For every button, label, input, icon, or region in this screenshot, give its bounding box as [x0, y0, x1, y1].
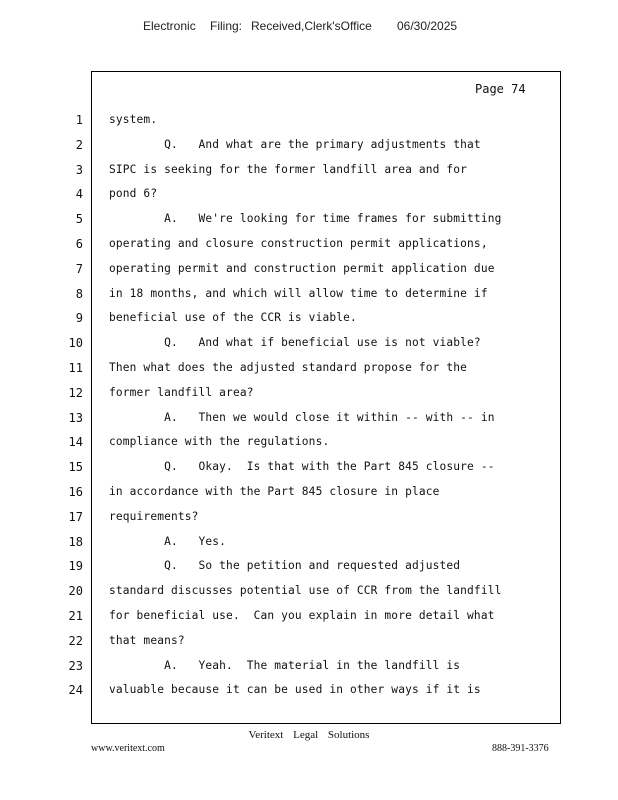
filing-header-filing: Filing: [210, 19, 243, 33]
line-number-column [58, 108, 83, 703]
transcript-line: Then what does the adjusted standard propose for the [109, 360, 468, 374]
line-number: 20 [68, 584, 83, 599]
footer-company: Veritext Legal Solutions [248, 729, 370, 741]
line-number: 13 [68, 410, 83, 425]
transcript-line: A. Yes. [109, 534, 227, 548]
filing-header-received: Received,Clerk'sOffice [251, 19, 372, 33]
line-number: 12 [68, 385, 83, 400]
line-number: 5 [75, 212, 83, 227]
transcript-line: A. Yeah. The material in the landfill is [109, 658, 461, 672]
transcript-line: system. [109, 113, 158, 126]
line-number: 8 [75, 286, 83, 301]
transcript-line: operating permit and construction permit application due [109, 261, 495, 275]
transcript-line: that means? [109, 633, 185, 647]
line-number: 24 [68, 683, 83, 698]
line-number: 10 [68, 336, 83, 351]
line-number: 4 [75, 187, 83, 202]
line-number: 17 [68, 509, 83, 524]
transcript-line: Q. So the petition and requested adjusted [109, 559, 461, 573]
line-number: 9 [75, 311, 83, 326]
transcript-line: requirements? [109, 509, 199, 523]
filing-header-date: 06/30/2025 [397, 19, 458, 33]
line-number: 16 [68, 484, 83, 499]
line-number: 7 [75, 261, 83, 276]
line-number: 22 [68, 633, 83, 648]
line-number: 3 [75, 162, 83, 177]
transcript-line: valuable because it can be used in other ways if it is [109, 683, 481, 697]
transcript-line: operating and closure construction permit applications, [109, 236, 488, 250]
line-number: 19 [68, 559, 83, 574]
line-number: 14 [68, 435, 83, 450]
footer-phone: 888-391-3376 [492, 743, 549, 754]
transcript-line: former landfill area? [109, 385, 254, 399]
line-number: 15 [68, 460, 83, 475]
line-number: 1 [75, 113, 83, 127]
transcript-text [109, 108, 549, 703]
footer-website: www.veritext.com [91, 743, 165, 754]
line-number: 2 [75, 137, 83, 152]
transcript-line: in accordance with the Part 845 closure in place [109, 484, 440, 498]
line-number: 23 [68, 658, 83, 673]
transcript-line: beneficial use of the CCR is viable. [109, 311, 357, 325]
transcript-line: pond 6? [109, 187, 158, 201]
page-number: Page 74 [475, 82, 526, 96]
line-number: 11 [68, 360, 83, 375]
filing-header [0, 19, 618, 39]
transcript-line: A. Then we would close it within -- with -- in [109, 410, 495, 424]
transcript-line: A. We're looking for time frames for submitting [109, 212, 502, 226]
transcript-line: compliance with the regulations. [109, 435, 330, 449]
transcript-line: Q. And what if beneficial use is not viable? [109, 336, 481, 350]
line-number: 6 [75, 236, 83, 251]
transcript-line: Q. Okay. Is that with the Part 845 closure -- [109, 460, 495, 474]
line-number: 18 [68, 534, 83, 549]
transcript-line: in 18 months, and which will allow time to determine if [109, 286, 488, 300]
transcript-line: standard discusses potential use of CCR from the landfill [109, 584, 502, 598]
transcript-line: SIPC is seeking for the former landfill area and for [109, 162, 468, 176]
filing-header-electronic: Electronic [143, 19, 196, 33]
transcript-line: Q. And what are the primary adjustments that [109, 137, 481, 151]
transcript-line: for beneficial use. Can you explain in more detail what [109, 608, 495, 622]
line-number: 21 [68, 608, 83, 623]
